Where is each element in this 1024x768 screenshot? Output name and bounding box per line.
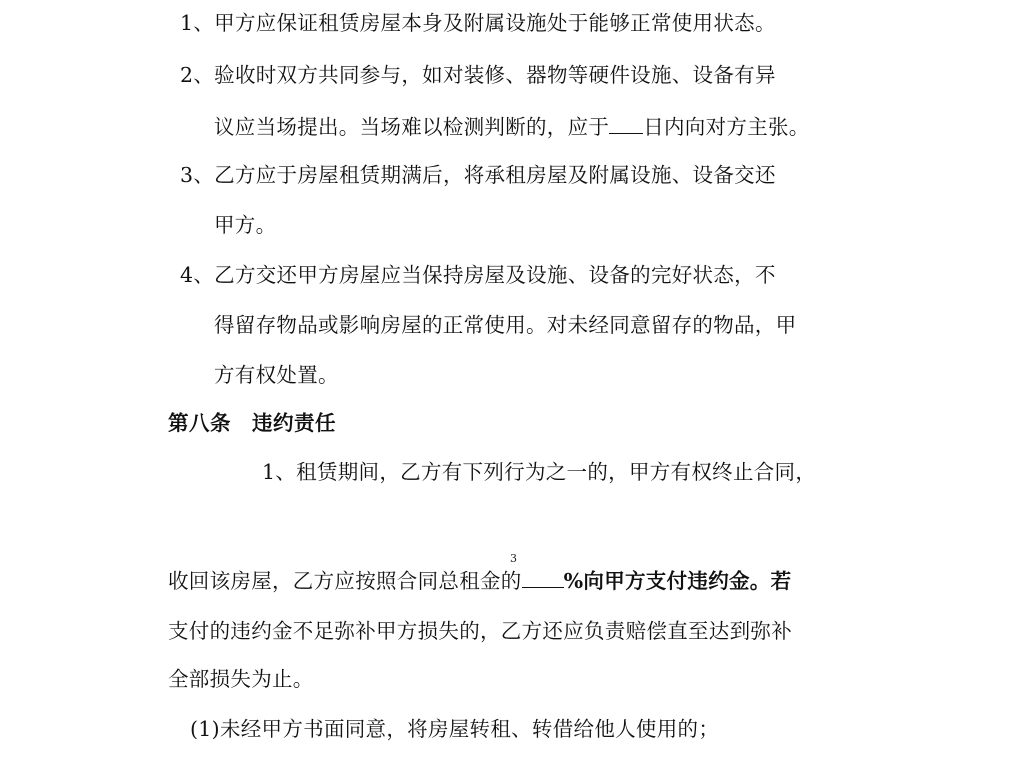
- clause-8-1-line4: 全部损失为止。: [168, 667, 314, 691]
- clause-8-1-line2: [168, 567, 791, 594]
- clause-7-3-line2: 甲方。: [214, 213, 277, 237]
- clause-7-4-line2: 得留存物品或影响房屋的正常使用。对未经同意留存的物品，甲: [214, 313, 797, 337]
- clause-7-2-line2: [214, 113, 810, 140]
- clause-8-1-line2-before: 收回该房屋，乙方应按照合同总租金的: [168, 569, 522, 593]
- percent-blank: [522, 567, 564, 588]
- clause-8-1-line1: 1、租赁期间，乙方有下列行为之一的，甲方有权终止合同，: [262, 460, 817, 484]
- clause-7-4-line3: 方有权处置。: [214, 363, 339, 387]
- clause-8-1-line3: 支付的违约金不足弥补甲方损失的，乙方还应负责赔偿直至达到弥补: [168, 619, 792, 643]
- clause-8-1-line2-after: %向甲方支付违约金。若: [563, 569, 792, 593]
- article-8-heading: 第八条 违约责任: [168, 411, 336, 435]
- cut-off-line: [0, 752, 1024, 768]
- sub-item-1: (1)未经甲方书面同意，将房屋转租、转借给他人使用的；: [190, 717, 720, 741]
- clause-7-2-text-before: 议应当场提出。当场难以检测判断的，应于: [214, 115, 610, 139]
- clause-7-1: 1、甲方应保证租赁房屋本身及附属设施处于能够正常使用状态。: [180, 11, 776, 35]
- clause-7-2-text-after: 日内向对方主张。: [643, 115, 810, 139]
- clause-7-4-line1: 4、乙方交还甲方房屋应当保持房屋及设施、设备的完好状态，不: [180, 263, 776, 287]
- clause-7-3-line1: 3、乙方应于房屋租赁期满后，将承租房屋及附属设施、设备交还: [180, 163, 776, 187]
- clause-7-2-line1: 2、验收时双方共同参与，如对装修、器物等硬件设施、设备有异: [180, 63, 776, 87]
- days-blank: [609, 113, 643, 134]
- page-number: 3: [510, 552, 517, 565]
